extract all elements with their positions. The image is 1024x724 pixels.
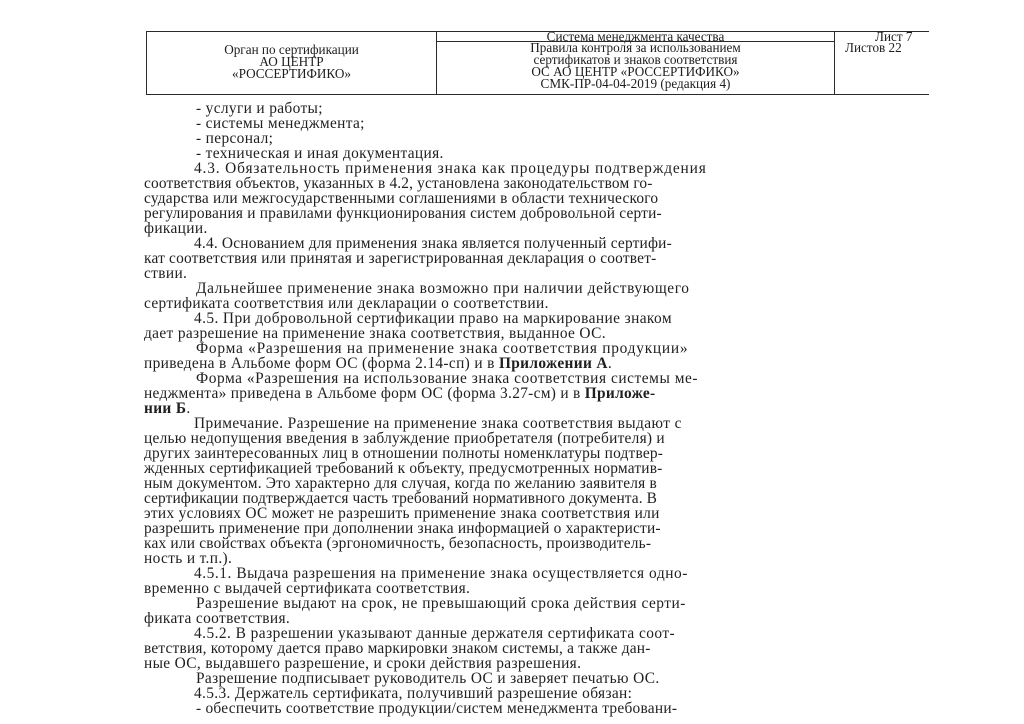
body-line-text: регулирования и правилами функционирования систем добровольной серти-: [144, 205, 662, 222]
body-line-text: дает разрешение на применение знака соответствия, выданное ОС.: [144, 325, 606, 342]
body-line: [196, 371, 698, 386]
body-line-text: .: [186, 400, 191, 417]
body-line-text: 4.5.1. Выдача разрешения на применение знака осуществляется одно-: [194, 565, 688, 582]
body-line-text: - услуги и работы;: [196, 100, 323, 117]
header-org-line-1: Орган по сертификации: [224, 42, 359, 57]
body-line-text: 4.3. Обязательность применения знака как процедуры подтверждения: [194, 160, 707, 177]
body-line: [196, 101, 323, 116]
body-line-text: сертификации подтверждается часть требований нормативного документа. В: [144, 490, 657, 507]
header-sheet-number: Лист 7: [875, 29, 913, 44]
body-line-text: ках или свойствах объекта (эргономичность, безопасность, производитель-: [144, 535, 652, 552]
body-line-text: соответствия объектов, указанных в 4.2, установлена законодательством го-: [144, 175, 653, 192]
body-line-text: - персонал;: [196, 130, 274, 147]
body-line-text: приведена в Альбоме форм ОС (форма 2.14-сп) и в: [144, 355, 499, 372]
body-line: [144, 641, 651, 656]
body-line-text: 4.5. При добровольной сертификации право на маркирование знаком: [194, 310, 672, 327]
body-line-text: Дальнейшее применение знака возможно при наличии действующего: [196, 280, 690, 297]
body-line: [196, 116, 365, 131]
body-line: [196, 596, 686, 611]
body-line-text: других заинтересованных лиц в отношении полноты номенклатуры подтвер-: [144, 445, 664, 462]
body-line-text: 4.5.3. Держатель сертификата, получивший разрешение обязан:: [194, 685, 633, 702]
body-line: [144, 266, 187, 281]
body-line-text: ным документом. Это характерно для случая, когда по желанию заявителя в: [144, 475, 657, 492]
body-line-text: 4.5.2. В разрешении указывают данные держателя сертификата соот-: [194, 625, 676, 642]
body-line-text: ствии.: [144, 265, 188, 282]
body-line-text: - системы менеджмента;: [196, 115, 365, 132]
body-line: [194, 626, 675, 641]
body-line-text: разрешить применение при дополнении знака информацией о характеристи-: [144, 520, 661, 537]
body-line: [144, 176, 653, 191]
body-line: [144, 491, 657, 506]
body-line-text: этих условиях ОС может не разрешить применение знака соответствия или: [144, 505, 660, 522]
body-line: [144, 581, 470, 596]
body-line: [144, 551, 232, 566]
body-line-text: фиката соответствия.: [144, 610, 291, 627]
body-line-text: Форма «Разрешения на использование знака соответствия системы ме-: [196, 370, 699, 387]
body-line: [144, 191, 658, 206]
body-line: [144, 386, 655, 401]
body-line: [194, 686, 632, 701]
body-line-text: - техническая и иная документация.: [196, 145, 444, 162]
body-line: [194, 311, 672, 326]
body-line-text: неджмента» приведена в Альбоме форм ОС (форма 3.27-см) и в: [144, 385, 585, 402]
header-sheet-bottom-border: [834, 94, 929, 95]
body-line-text: 4.4. Основанием для применения знака является полученный сертифи-: [194, 235, 672, 252]
body-line-text: ные ОС, выдавшего разрешение, и сроки действия разрешения.: [144, 655, 582, 672]
body-line-text: временно с выдачей сертификата соответствия.: [144, 580, 471, 597]
body-line: [144, 221, 208, 236]
document-header-table: [146, 31, 929, 95]
appendix-b-link-text: нии Б: [144, 400, 187, 417]
body-line: [194, 416, 682, 431]
body-line: [144, 461, 663, 476]
body-line-text: Разрешение выдают на срок, не превышающий срока действия серти-: [196, 595, 686, 612]
body-line-text: фикации.: [144, 220, 208, 237]
header-rules-line-3: ОС АО ЦЕНТР «РОССЕРТИФИКО»: [531, 64, 740, 79]
body-line: [144, 506, 660, 521]
body-line: [144, 536, 651, 551]
body-line: [144, 476, 657, 491]
header-org-line-2: АО ЦЕНТР: [259, 54, 324, 69]
body-line: [144, 521, 661, 536]
header-org-line-3: «РОССЕРТИФИКО»: [231, 66, 352, 81]
body-line: [144, 446, 663, 461]
body-line: [144, 401, 191, 416]
body-line: [144, 296, 549, 311]
body-line-text: .: [607, 355, 613, 372]
body-line: [196, 701, 677, 716]
body-line: [196, 146, 444, 161]
body-line: [144, 326, 606, 341]
body-line-text: жденных сертификацией требований к объекту, предусмотренных норматив-: [144, 460, 663, 477]
appendix-b-link-text: Приложе-: [584, 385, 656, 402]
body-line: [144, 611, 290, 626]
body-line-text: - обеспечить соответствие продукции/систем менеджмента требовани-: [196, 700, 678, 717]
body-line-text: ветствия, которому дается право маркировки знаком системы, а также дан-: [144, 640, 651, 657]
body-line-text: кат соответствия или принятая и зарегистрированная декларация о соответ-: [144, 250, 657, 267]
body-line: [144, 206, 662, 221]
body-line: [194, 566, 688, 581]
body-line-text: Разрешение подписывает руководитель ОС и заверяет печатью ОС.: [196, 670, 660, 687]
header-sheets-total: Листов 22: [845, 40, 902, 55]
header-rules-line-2: сертификатов и знаков соответствия: [533, 52, 738, 67]
body-line: [144, 251, 656, 266]
body-line-text: сударства или межгосударственными соглашениями в области технического: [144, 190, 659, 207]
header-rules-line-4: СМК-ПР-04-04-2019 (редакция 4): [540, 76, 731, 91]
header-system-title: Система менеджмента качества: [546, 29, 725, 44]
body-line: [196, 671, 660, 686]
body-line-text: сертификата соответствия или декларации о соответствии.: [144, 295, 549, 312]
body-line: [196, 281, 690, 296]
body-line-text: Примечание. Разрешение на применение знака соответствия выдают с: [194, 415, 682, 432]
header-rules-line-1: Правила контроля за использованием: [530, 40, 741, 55]
body-line: [144, 656, 581, 671]
body-line-text: целью недопущения введения в заблуждение приобретателя (потребителя) и: [144, 430, 665, 447]
body-line: [144, 431, 665, 446]
body-line: [194, 236, 672, 251]
body-line: [196, 131, 273, 146]
body-line: [144, 356, 612, 371]
body-line: [194, 161, 707, 176]
appendix-a-link-text: Приложении А: [498, 355, 608, 372]
body-line-text: Форма «Разрешения на применение знака соответствия продукции»: [196, 340, 689, 357]
body-line-text: ность и т.п.).: [144, 550, 233, 567]
body-line: [196, 341, 688, 356]
